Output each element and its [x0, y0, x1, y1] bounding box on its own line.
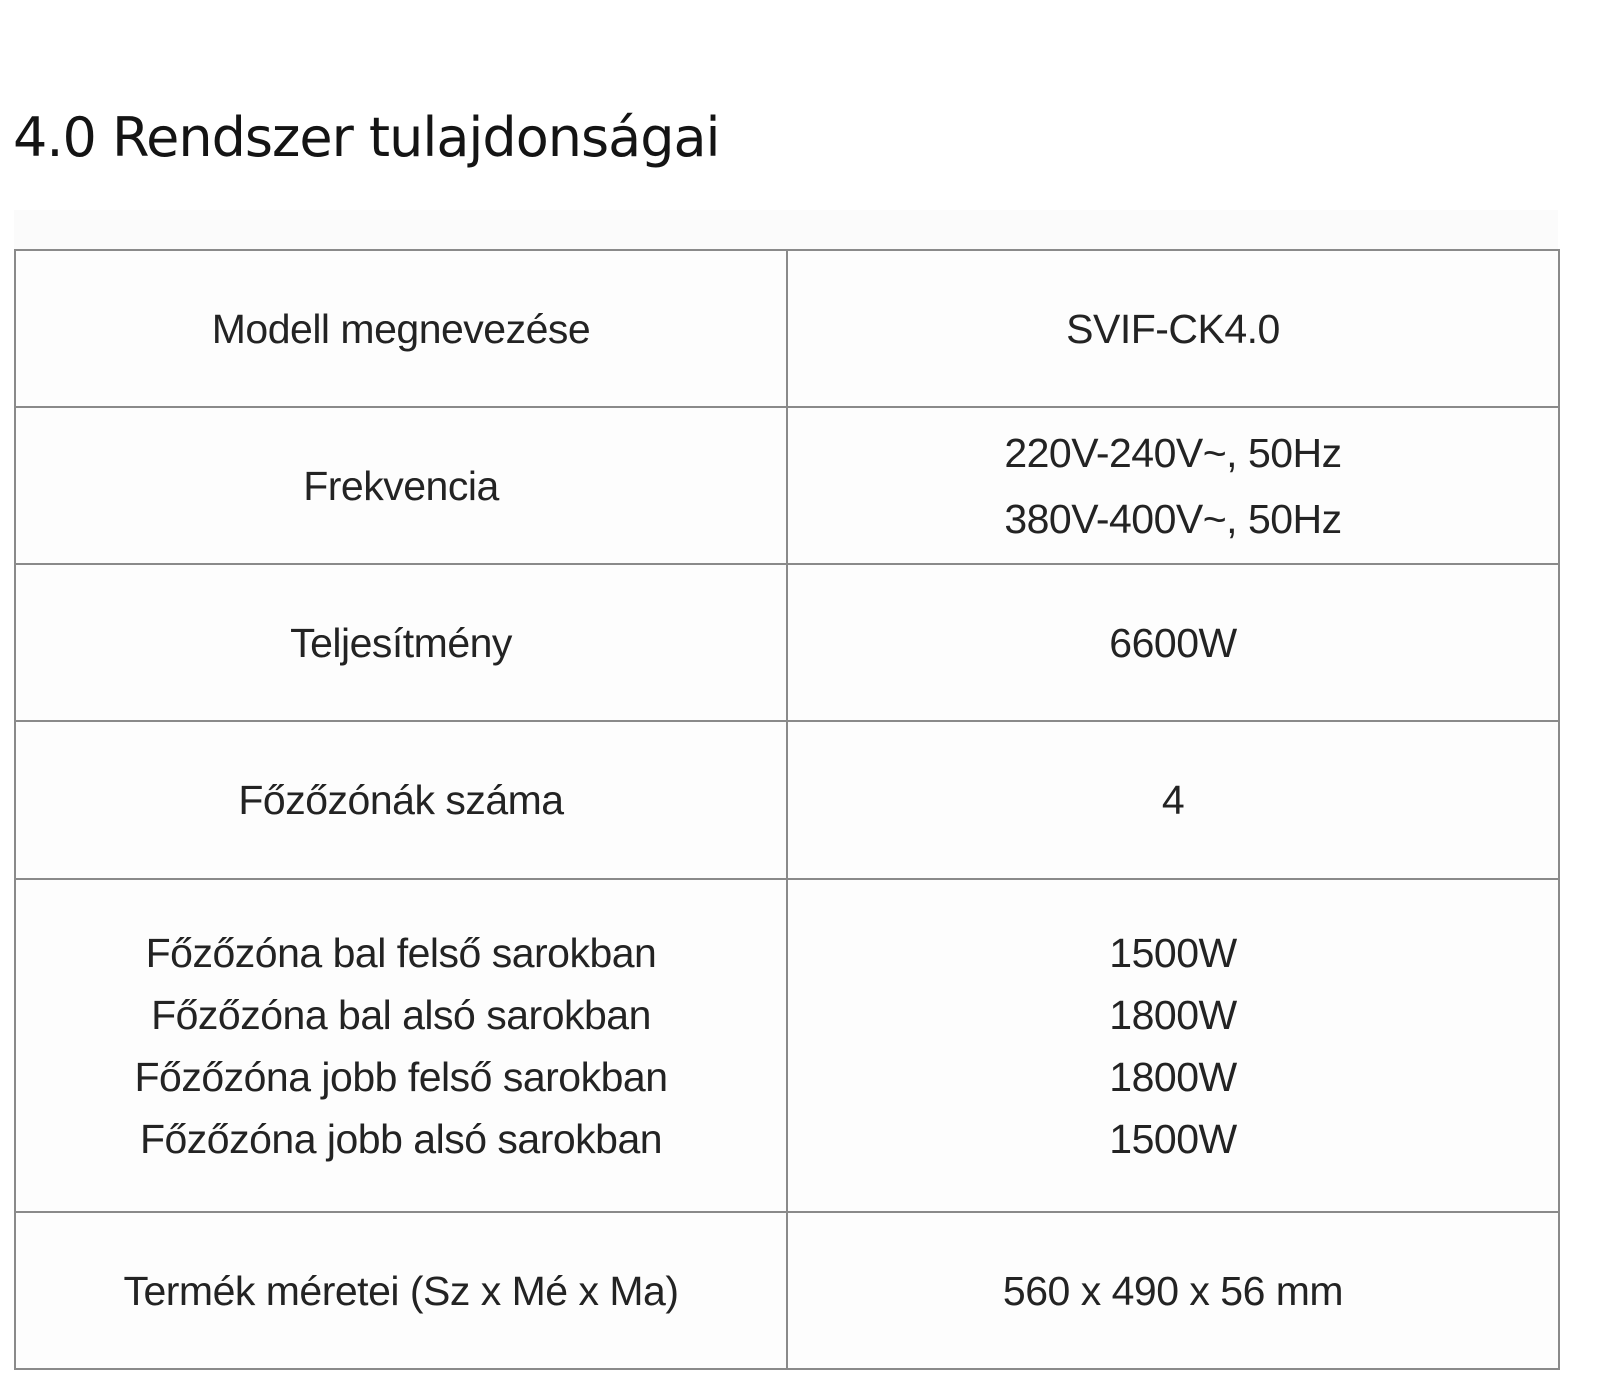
row-value: 6600W: [1109, 619, 1237, 666]
row-value-cell: [787, 407, 1559, 564]
row-value: SVIF-CK4.0: [1066, 305, 1280, 352]
row-label: Főzőzónák száma: [238, 777, 564, 823]
table-row-dimensions: [15, 1212, 1559, 1369]
row-label-cell: [15, 564, 787, 721]
row-value: 560 x 490 x 56 mm: [1002, 1267, 1344, 1314]
row-label: Frekvencia: [303, 462, 499, 509]
row-value-cell: [787, 250, 1559, 407]
row-label: Teljesítmény: [290, 619, 512, 666]
table-row-frequency: [15, 407, 1559, 564]
zone-label-bottom-right: Főzőzóna jobb alsó sarokban: [139, 1115, 663, 1162]
table-row-zone-powers: [15, 879, 1559, 1212]
row-label-cell: [15, 407, 787, 564]
system-properties-table: [14, 249, 1560, 1370]
row-value: 4: [1161, 777, 1185, 823]
row-label-cell: [15, 1212, 787, 1369]
zone-value-bottom-right: 1500W: [1109, 1115, 1237, 1162]
zone-value-top-left: 1500W: [1109, 929, 1237, 976]
table-row-power: [15, 564, 1559, 721]
zone-value-top-right: 1800W: [1109, 1053, 1237, 1100]
zone-label-top-right: Főzőzóna jobb felső sarokban: [134, 1053, 668, 1100]
row-value: 380V-400V~, 50Hz: [1004, 495, 1342, 542]
zone-label-bottom-left: Főzőzóna bal alsó sarokban: [151, 991, 651, 1038]
section-title: 4.0 Rendszer tulajdonságai: [13, 106, 720, 169]
table-row-zone-count: [15, 721, 1559, 879]
row-label-cell: [15, 250, 787, 407]
table-top-shade: [14, 210, 1558, 250]
row-value-cell: [787, 721, 1559, 879]
row-value-cell: [787, 879, 1559, 1212]
table-row-model-name: [15, 250, 1559, 407]
zone-label-top-left: Főzőzóna bal felső sarokban: [145, 929, 657, 976]
row-label: Modell megnevezése: [211, 305, 591, 352]
row-value: 220V-240V~, 50Hz: [1004, 429, 1342, 476]
row-label-cell: [15, 879, 787, 1212]
row-label-cell: [15, 721, 787, 879]
zone-value-bottom-left: 1800W: [1109, 991, 1237, 1038]
row-label: Termék méretei (Sz x Mé x Ma): [123, 1267, 679, 1314]
row-value-cell: [787, 564, 1559, 721]
row-value-cell: [787, 1212, 1559, 1369]
